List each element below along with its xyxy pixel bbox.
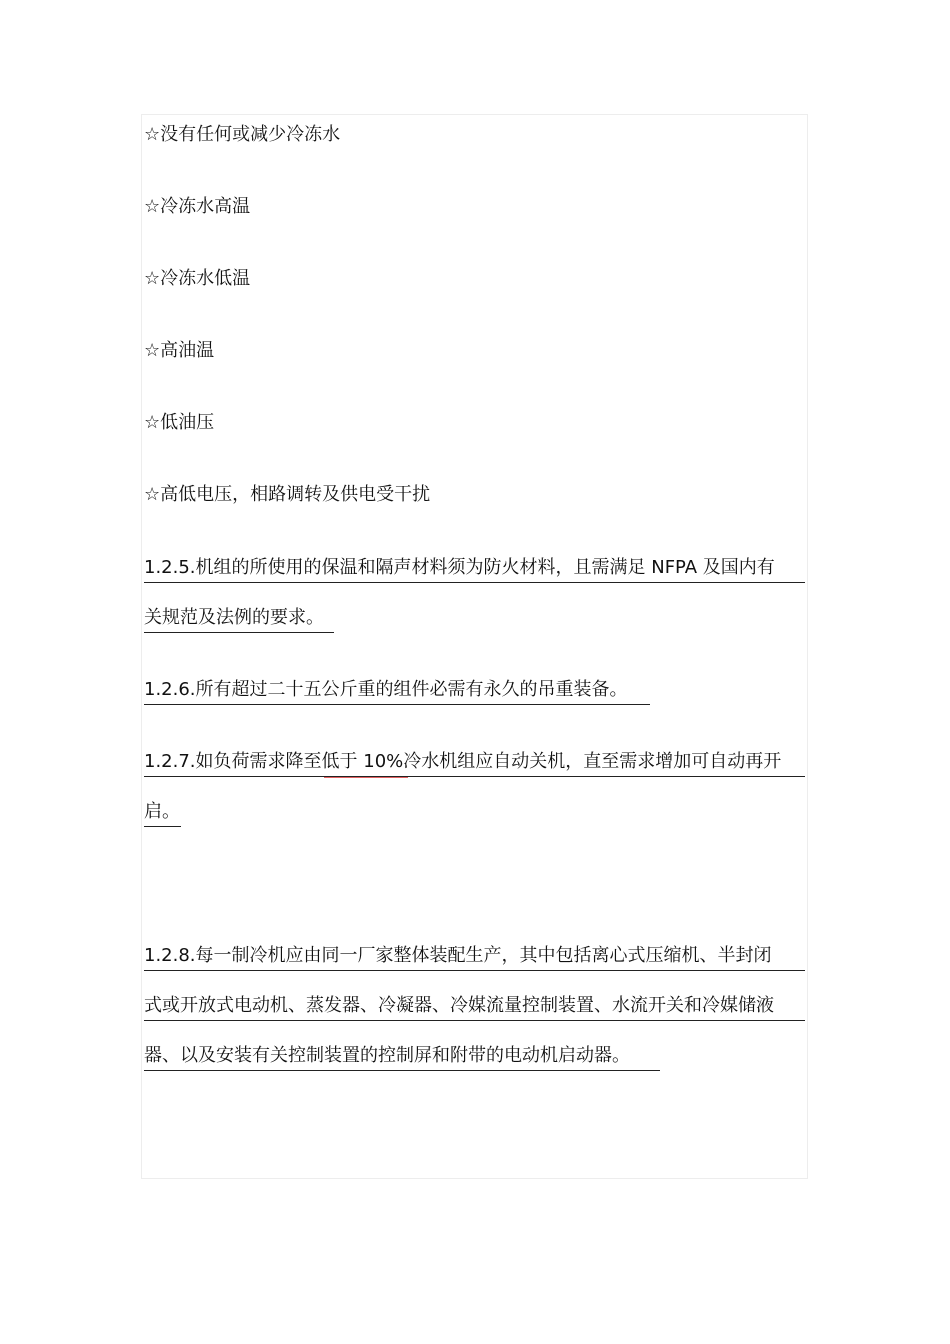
clause-1-2-5-line-2: 关规范及法例的要求。 (144, 606, 334, 633)
bullet-item: ☆冷冻水低温 (144, 268, 251, 289)
clause-1-2-5-line-1: 1.2.5.机组的所使用的保温和隔声材料须为防火材料，且需满足 NFPA 及国内有 (144, 556, 805, 583)
spellcheck-underline (324, 777, 408, 778)
bullet-item: ☆高低电压，相路调转及供电受干扰 (144, 484, 431, 505)
clause-1-2-8-line-1: 1.2.8.每一制冷机应由同一厂家整体装配生产，其中包括离心式压缩机、半封闭 (144, 944, 805, 971)
clause-1-2-7-line-2: 启。 (144, 800, 181, 827)
clause-1-2-7-line-1: 1.2.7.如负荷需求降至低于 10%冷水机组应自动关机，直至需求增加可自动再开 (144, 750, 805, 777)
bullet-item: ☆没有任何或减少冷冻水 (144, 124, 341, 145)
clause-1-2-8-line-2: 式或开放式电动机、蒸发器、冷凝器、冷媒流量控制装置、水流开关和冷媒储液 (144, 994, 805, 1021)
bullet-item: ☆高油温 (144, 340, 215, 361)
clause-1-2-6-line-1: 1.2.6.所有超过二十五公斤重的组件必需有永久的吊重装备。 (144, 678, 650, 705)
clause-1-2-8-line-3: 器、以及安装有关控制装置的控制屏和附带的电动机启动器。 (144, 1044, 660, 1071)
bullet-item: ☆冷冻水高温 (144, 196, 251, 217)
bullet-item: ☆低油压 (144, 412, 215, 433)
